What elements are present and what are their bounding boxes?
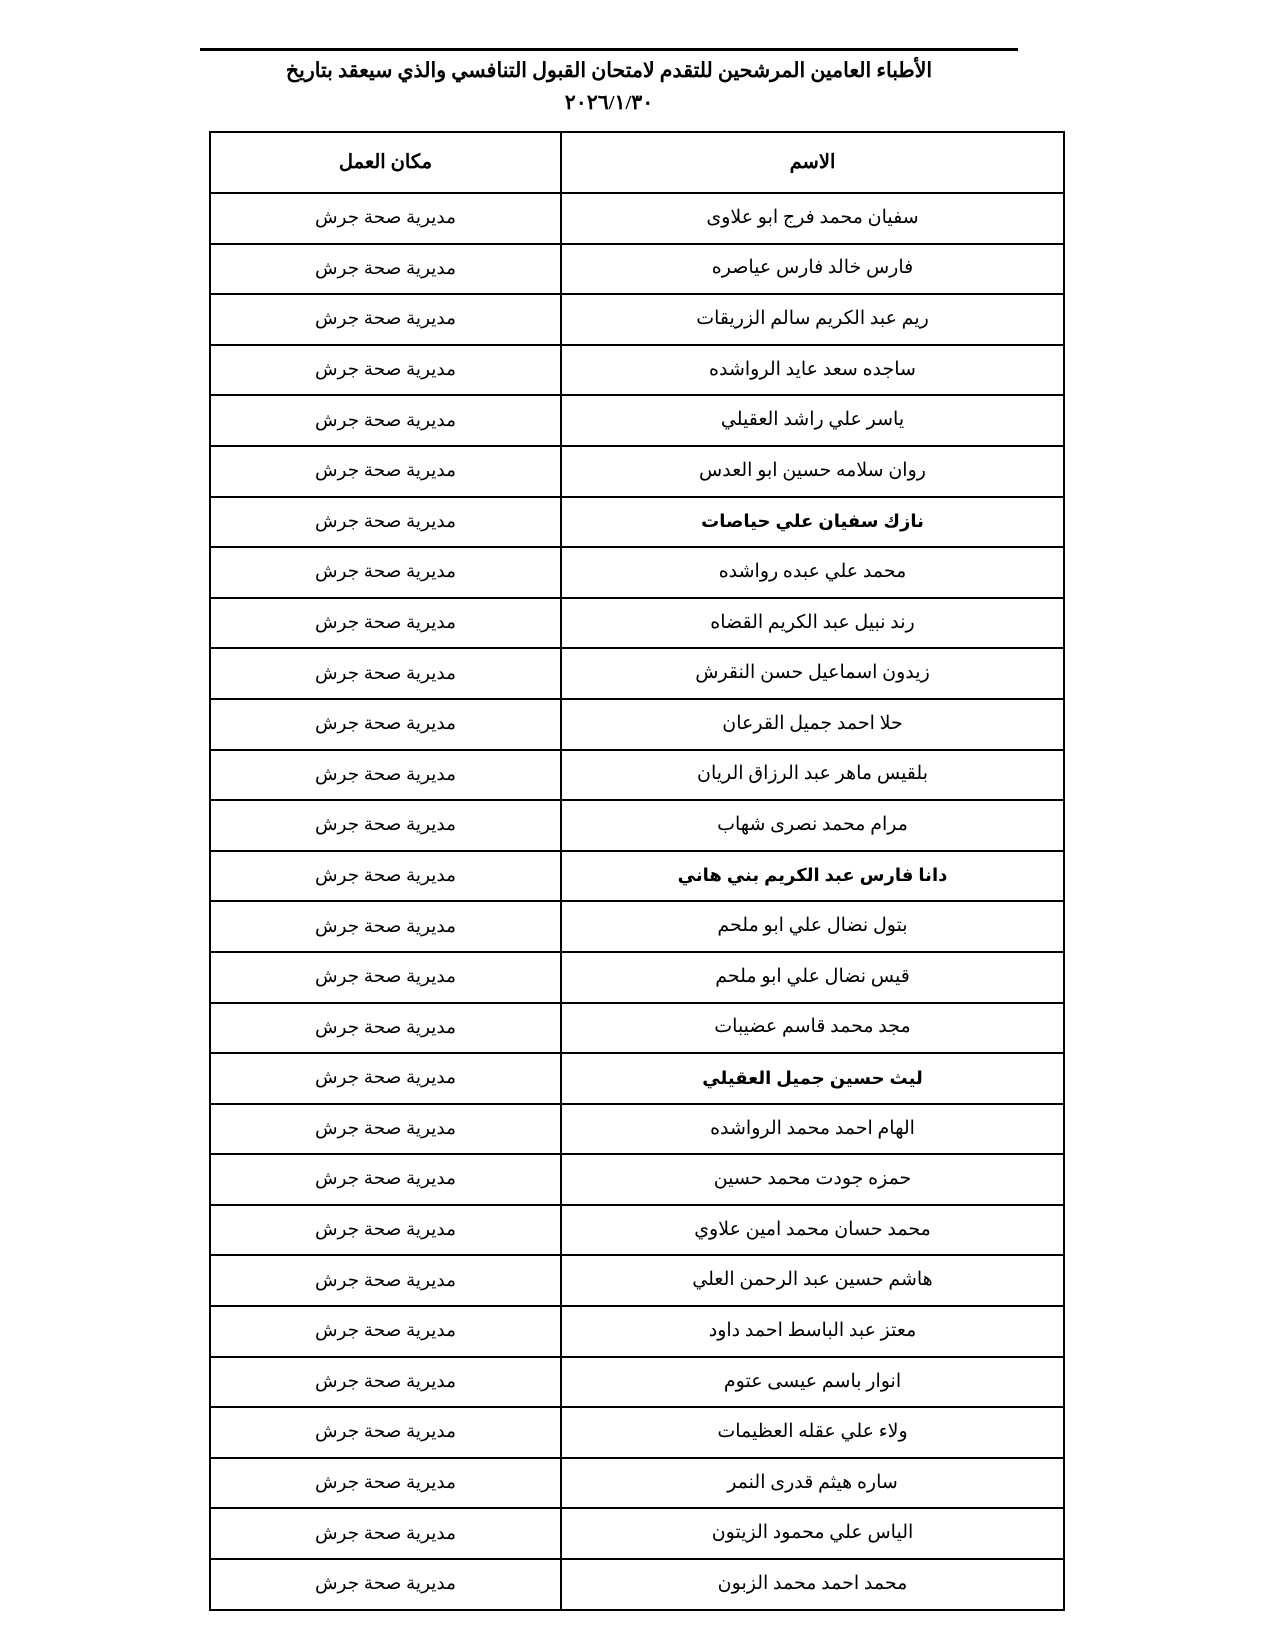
cell-workplace: مديرية صحة جرش bbox=[210, 345, 561, 396]
page-title-line-1: الأطباء العامين المرشحين للتقدم لامتحان القبول التنافسي والذي سيعقد بتاريخ bbox=[285, 60, 933, 82]
cell-workplace: مديرية صحة جرش bbox=[210, 193, 561, 244]
column-header-name: الاسم bbox=[561, 132, 1064, 193]
cell-candidate-name: ولاء علي عقله العظيمات bbox=[561, 1407, 1064, 1458]
table-row bbox=[210, 1104, 1064, 1155]
cell-workplace: مديرية صحة جرش bbox=[210, 699, 561, 750]
candidates-table bbox=[209, 131, 1065, 1611]
cell-workplace: مديرية صحة جرش bbox=[210, 1458, 561, 1509]
cell-candidate-name: رند نبيل عبد الكريم القضاه bbox=[561, 598, 1064, 649]
cell-candidate-name: ساجده سعد عايد الرواشده bbox=[561, 345, 1064, 396]
cell-workplace: مديرية صحة جرش bbox=[210, 1407, 561, 1458]
table-row bbox=[210, 547, 1064, 598]
cell-workplace: مديرية صحة جرش bbox=[210, 1357, 561, 1408]
table-body bbox=[210, 193, 1064, 1610]
cell-workplace: مديرية صحة جرش bbox=[210, 244, 561, 295]
cell-candidate-name: قيس نضال علي ابو ملحم bbox=[561, 952, 1064, 1003]
cell-candidate-name: سفيان محمد فرج ابو علاوى bbox=[561, 193, 1064, 244]
table-row bbox=[210, 1559, 1064, 1610]
cell-candidate-name: زيدون اسماعيل حسن النقرش bbox=[561, 648, 1064, 699]
table-row bbox=[210, 901, 1064, 952]
cell-candidate-name: محمد احمد محمد الزبون bbox=[561, 1559, 1064, 1610]
cell-candidate-name: مرام محمد نصرى شهاب bbox=[561, 800, 1064, 851]
cell-candidate-name: معتز عبد الباسط احمد داود bbox=[561, 1306, 1064, 1357]
cell-candidate-name: بلقيس ماهر عبد الرزاق الريان bbox=[561, 750, 1064, 801]
table-row bbox=[210, 1003, 1064, 1054]
table-row bbox=[210, 1205, 1064, 1256]
page-title bbox=[200, 56, 1018, 120]
table-row bbox=[210, 1306, 1064, 1357]
table-row bbox=[210, 345, 1064, 396]
table-row bbox=[210, 598, 1064, 649]
cell-workplace: مديرية صحة جرش bbox=[210, 1104, 561, 1155]
cell-workplace: مديرية صحة جرش bbox=[210, 851, 561, 902]
cell-candidate-name: محمد علي عبده رواشده bbox=[561, 547, 1064, 598]
table-row bbox=[210, 497, 1064, 548]
table-row bbox=[210, 244, 1064, 295]
cell-workplace: مديرية صحة جرش bbox=[210, 1559, 561, 1610]
table-row bbox=[210, 294, 1064, 345]
cell-workplace: مديرية صحة جرش bbox=[210, 598, 561, 649]
cell-candidate-name: مجد محمد قاسم عضيبات bbox=[561, 1003, 1064, 1054]
roster-table-container bbox=[211, 131, 1065, 1611]
cell-workplace: مديرية صحة جرش bbox=[210, 395, 561, 446]
cell-workplace: مديرية صحة جرش bbox=[210, 1255, 561, 1306]
cell-workplace: مديرية صحة جرش bbox=[210, 648, 561, 699]
table-header-row bbox=[210, 132, 1064, 193]
table-row bbox=[210, 1407, 1064, 1458]
cell-workplace: مديرية صحة جرش bbox=[210, 1205, 561, 1256]
table-row bbox=[210, 1458, 1064, 1509]
cell-candidate-name: هاشم حسين عبد الرحمن العلي bbox=[561, 1255, 1064, 1306]
cell-candidate-name: نازك سفيان علي حياصات bbox=[561, 497, 1064, 548]
cell-workplace: مديرية صحة جرش bbox=[210, 901, 561, 952]
cell-workplace: مديرية صحة جرش bbox=[210, 547, 561, 598]
cell-candidate-name: بتول نضال علي ابو ملحم bbox=[561, 901, 1064, 952]
cell-candidate-name: ياسر علي راشد العقيلي bbox=[561, 395, 1064, 446]
cell-candidate-name: فارس خالد فارس عياصره bbox=[561, 244, 1064, 295]
cell-candidate-name: ساره هيثم قدرى النمر bbox=[561, 1458, 1064, 1509]
table-row bbox=[210, 851, 1064, 902]
table-row bbox=[210, 395, 1064, 446]
table-row bbox=[210, 952, 1064, 1003]
table-row bbox=[210, 699, 1064, 750]
table-row bbox=[210, 1357, 1064, 1408]
table-header bbox=[210, 132, 1064, 193]
table-row bbox=[210, 193, 1064, 244]
cell-candidate-name: روان سلامه حسين ابو العدس bbox=[561, 446, 1064, 497]
cell-workplace: مديرية صحة جرش bbox=[210, 952, 561, 1003]
cell-workplace: مديرية صحة جرش bbox=[210, 800, 561, 851]
cell-workplace: مديرية صحة جرش bbox=[210, 1508, 561, 1559]
cell-candidate-name: حمزه جودت محمد حسين bbox=[561, 1154, 1064, 1205]
cell-candidate-name: الياس علي محمود الزيتون bbox=[561, 1508, 1064, 1559]
cell-workplace: مديرية صحة جرش bbox=[210, 750, 561, 801]
cell-candidate-name: محمد حسان محمد امين علاوي bbox=[561, 1205, 1064, 1256]
header-rule bbox=[200, 48, 1018, 51]
cell-workplace: مديرية صحة جرش bbox=[210, 497, 561, 548]
cell-candidate-name: ليث حسين جميل العقيلي bbox=[561, 1053, 1064, 1104]
cell-workplace: مديرية صحة جرش bbox=[210, 294, 561, 345]
cell-workplace: مديرية صحة جرش bbox=[210, 1003, 561, 1054]
cell-candidate-name: ريم عبد الكريم سالم الزريقات bbox=[561, 294, 1064, 345]
cell-workplace: مديرية صحة جرش bbox=[210, 446, 561, 497]
page-title-exam-date: ٢٠٢٦/١/٣٠ bbox=[564, 91, 654, 114]
table-row bbox=[210, 1154, 1064, 1205]
table-row bbox=[210, 446, 1064, 497]
cell-candidate-name: الهام احمد محمد الرواشده bbox=[561, 1104, 1064, 1155]
cell-workplace: مديرية صحة جرش bbox=[210, 1053, 561, 1104]
table-row bbox=[210, 800, 1064, 851]
cell-workplace: مديرية صحة جرش bbox=[210, 1154, 561, 1205]
table-row bbox=[210, 648, 1064, 699]
table-row bbox=[210, 1053, 1064, 1104]
table-row bbox=[210, 1508, 1064, 1559]
cell-workplace: مديرية صحة جرش bbox=[210, 1306, 561, 1357]
table-row bbox=[210, 750, 1064, 801]
table-row bbox=[210, 1255, 1064, 1306]
column-header-workplace: مكان العمل bbox=[210, 132, 561, 193]
cell-candidate-name: دانا فارس عبد الكريم بني هاني bbox=[561, 851, 1064, 902]
cell-candidate-name: حلا احمد جميل القرعان bbox=[561, 699, 1064, 750]
cell-candidate-name: انوار باسم عيسى عتوم bbox=[561, 1357, 1064, 1408]
